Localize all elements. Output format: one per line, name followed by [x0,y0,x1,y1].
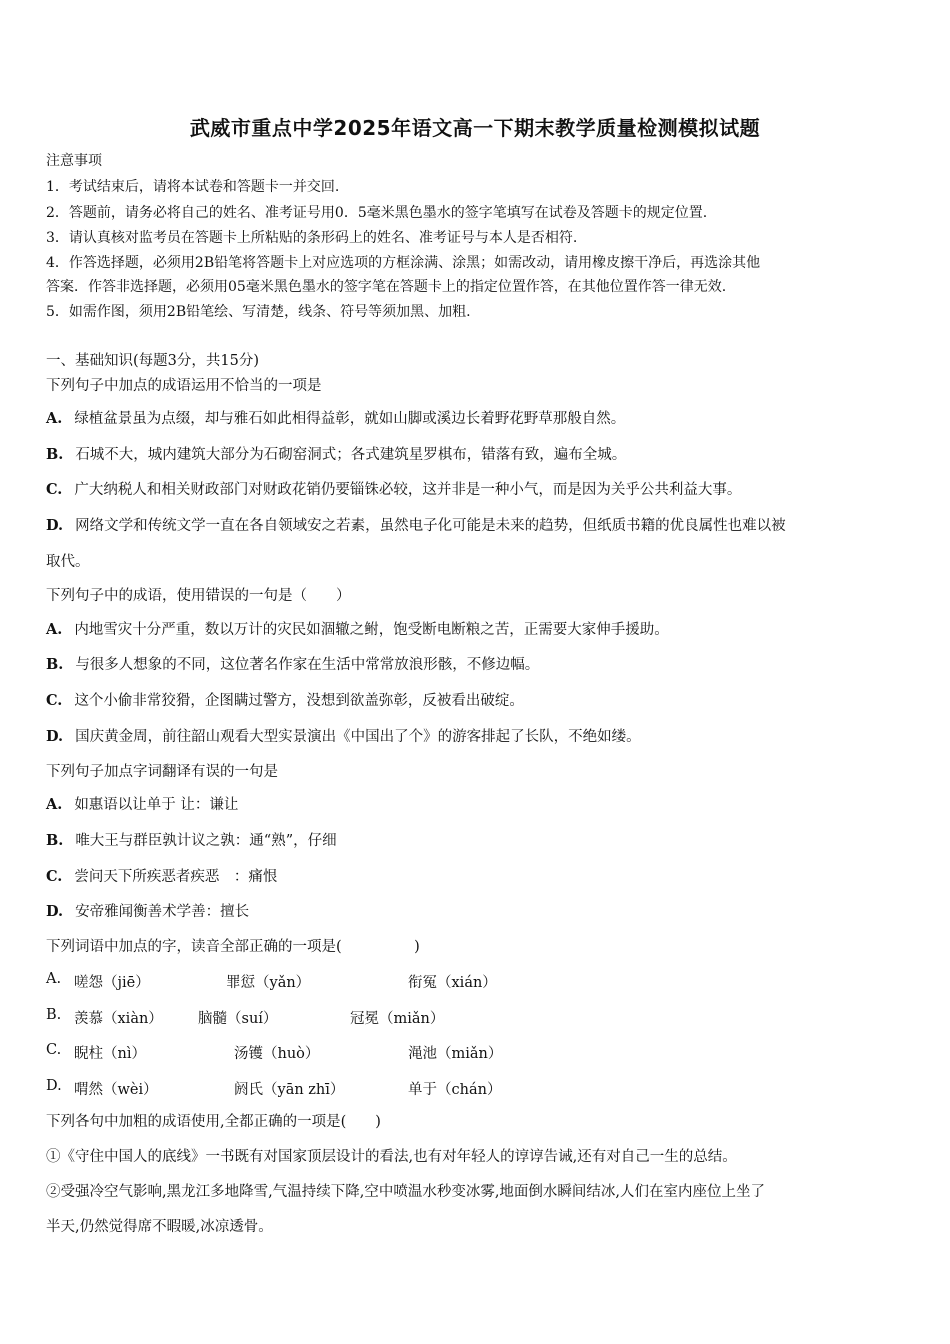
option-label: D. [46,1078,62,1094]
q1-option-c [46,480,741,500]
option-label: D. [46,728,64,745]
option-label: B. [46,446,64,463]
option-word: 单于（chán） [408,1082,502,1098]
option-label: B. [46,656,64,673]
question-2-stem: 下列句子中的成语，使用错误的一句是（ ） [46,588,351,604]
notice-item: 答案．作答非选择题，必须用05毫米黑色墨水的签字笔在答题卡上的指定位置作答，在其他位置作答一律无效. [46,279,727,295]
option-label: B. [46,832,64,849]
notice-item: 1．考试结束后，请将本试卷和答题卡一并交回. [46,179,340,195]
q5-item: ①《守住中国人的底线》一书既有对国家顶层设计的看法,也有对年轻人的谆谆告诫,还有对自己一生的总结。 [46,1149,737,1165]
q1-option-a [46,409,625,429]
option-word: 喟然（wèi） [74,1082,158,1098]
option-label: D. [46,903,64,920]
option-text: 安帝雅闻衡善术学善：擅长 [75,904,250,920]
q1-option-b [46,445,626,465]
option-word: 嗟怨（jiē） [74,975,150,991]
q1-option-d-continuation: 取代。 [46,554,90,570]
option-word: 衔冤（xián） [408,975,497,991]
q2-option-d [46,727,641,747]
option-label: C. [46,868,63,885]
notice-item: 2．答题前，请务必将自己的姓名、准考证号用0．5毫米黑色墨水的签字笔填写在试卷及答题卡的规定位置. [46,205,708,221]
q1-option-d [46,516,786,536]
option-text: 尝问天下所疾恶者疾恶 ：痛恨 [74,869,278,885]
option-label: A. [46,971,62,987]
option-word: 睨柱（nì） [74,1046,146,1062]
question-1-stem: 下列句子中加点的成语运用不恰当的一项是 [46,378,322,394]
notice-item: 3．请认真核对监考员在答题卡上所粘贴的条形码上的姓名、准考证号与本人是否相符. [46,230,578,246]
q2-option-a [46,620,669,640]
option-word: 冠冕（miǎn） [350,1011,445,1027]
option-word: 脑髓（suí） [198,1011,278,1027]
q5-item: ②受强冷空气影响,黑龙江多地降雪,气温持续下降,空中喷温水秒变冰雾,地面倒水瞬间结冰,人们在室内座位上坐了 [46,1184,766,1200]
option-text: 绿植盆景虽为点缀，却与雅石如此相得益彰，就如山脚或溪边长着野花野草那般自然。 [74,411,626,427]
option-label: D. [46,517,64,534]
option-label: C. [46,1042,62,1058]
option-label: C. [46,481,63,498]
q2-option-c [46,691,524,711]
option-label: A. [46,410,63,427]
notice-item: 4．作答选择题，必须用2B铅笔将答题卡上对应选项的方框涂满、涂黑；如需改动，请用橡皮擦干净后，再选涂其他 [46,255,761,271]
option-word: 罪愆（yǎn） [226,975,311,991]
question-5-stem: 下列各句中加粗的成语使用,全都正确的一项是( ) [46,1114,381,1130]
page-title: 武威市重点中学2025年语文高一下期末教学质量检测模拟试题 [189,116,761,140]
option-text: 如惠语以让单于 让：谦让 [74,797,239,813]
option-label: A. [46,796,63,813]
option-text: 内地雪灾十分严重，数以万计的灾民如涸辙之鲋，饱受断电断粮之苦，正需要大家伸手援助。 [74,622,669,638]
option-text: 唯大王与群臣孰计议之孰：通“熟”，仔细 [75,833,337,849]
option-word: 汤镬（huò） [234,1046,320,1062]
option-text: 石城不大，城内建筑大部分为石砌窑洞式；各式建筑星罗棋布，错落有致，遍布全城。 [75,447,627,463]
option-text: 这个小偷非常狡猾，企图瞒过警方，没想到欲盖弥彰，反被看出破绽。 [74,693,524,709]
option-word: 羡慕（xiàn） [74,1011,163,1027]
option-label: B. [46,1007,62,1023]
option-text: 与很多人想象的不同，这位著名作家在生活中常常放浪形骸，不修边幅。 [75,657,540,673]
q2-option-b [46,655,539,675]
option-word: 渑池（miǎn） [408,1046,503,1062]
option-text: 网络文学和传统文学一直在各自领域安之若素，虽然电子化可能是未来的趋势，但纸质书籍的优良属性也难以被 [75,518,786,534]
q5-item: 半天,仍然觉得席不暇暖,冰凉透骨。 [46,1219,273,1235]
q3-option-a [46,795,238,815]
question-4-stem: 下列词语中加点的字，读音全部正确的一项是( ) [46,939,420,955]
option-word: 阏氏（yān zhī） [234,1082,345,1098]
option-text: 广大纳税人和相关财政部门对财政花销仍要锱铢必较，这并非是一种小气，而是因为关乎公共利益大事。 [74,482,742,498]
notice-item: 5．如需作图，须用2B铅笔绘、写清楚，线条、符号等须加黑、加粗. [46,304,471,320]
option-label: A. [46,621,63,638]
q3-option-b [46,831,337,851]
q3-option-c [46,867,277,887]
q3-option-d [46,902,249,922]
question-3-stem: 下列句子加点字词翻译有误的一句是 [46,764,278,780]
section-heading: 一、基础知识(每题3分，共15分) [46,353,259,369]
option-text: 国庆黄金周，前往韶山观看大型实景演出《中国出了个》的游客排起了长队，不绝如缕。 [75,729,641,745]
option-label: C. [46,692,63,709]
notice-heading: 注意事项 [46,153,102,169]
